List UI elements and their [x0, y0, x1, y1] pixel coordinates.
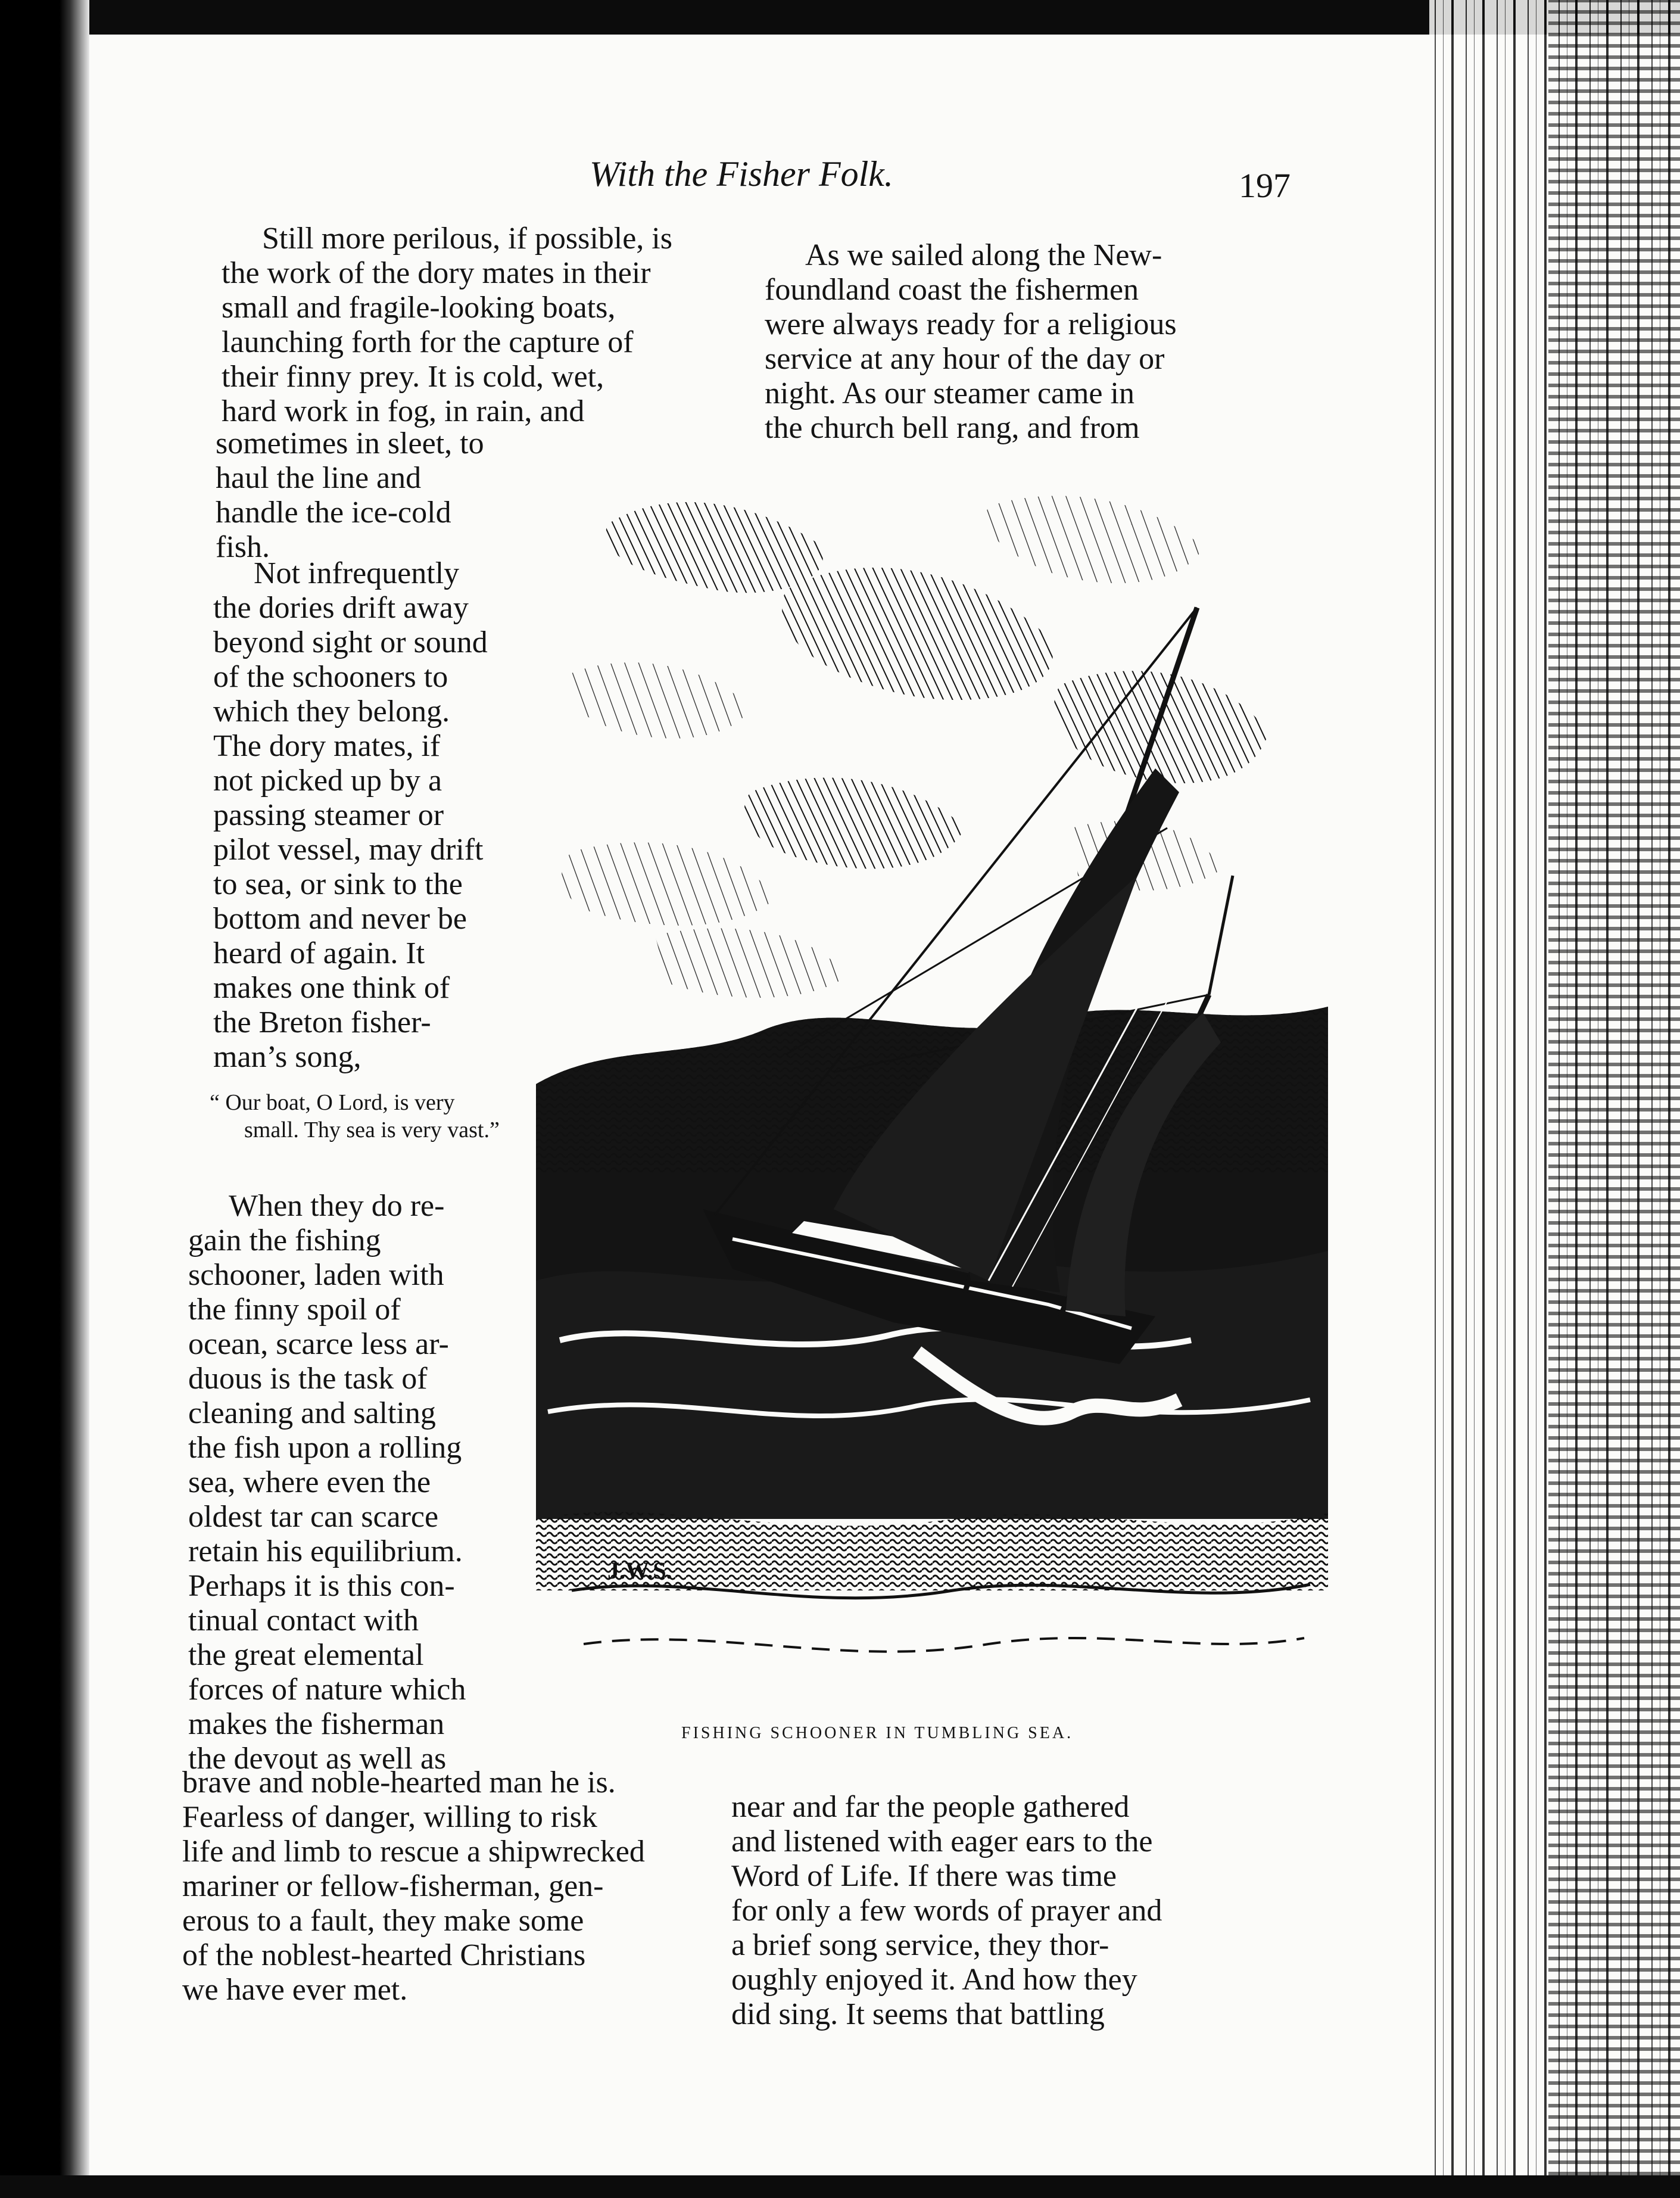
schooner-illustration	[536, 459, 1328, 1704]
artist-signature: J.W.S.	[607, 1557, 672, 1584]
paragraph-regain-schooner: When they do re- gain the fishing schooner, laden with the finny spoil of ocean, scarce less ar- duous is the task of cleaning and salting the fish upon a rolling sea, where even the oldest tar can scarce retain his equilibrium. Perhaps it is this con- tinual contact with the great elemental forces of nature which makes the fisherman the devout as well as	[188, 1189, 466, 1776]
book-spine-shadow	[0, 0, 89, 2198]
scan-edge-top	[0, 0, 1680, 35]
scan-edge-bottom	[0, 2175, 1680, 2198]
page-number: 197	[1239, 166, 1291, 205]
paragraph-people-gathered: near and far the people gathered and listened with eager ears to the Word of Life. If there was time for only a few words of prayer and a brief song service, they thor- oughly enjoyed it. And how they did sing. It seems that battling	[731, 1790, 1162, 2031]
quote-text: “ Our boat, O Lord, is very small. Thy sea is very vast.”	[210, 1090, 500, 1142]
paragraph-dory-mates-continued: sometimes in sleet, to haul the line and handle the ice-cold fish.	[216, 426, 484, 564]
page-stack-noise	[1548, 0, 1680, 2198]
paragraph-dory-mates: Still more perilous, if possible, is the work of the dory mates in their small and fragile-looking boats, launching forth for the capture of their finny prey. It is cold, wet, hard work in fog, in rain, and	[222, 222, 672, 428]
paragraph-regain-schooner-continued: brave and noble-hearted man he is. Fearless of danger, willing to risk life and limb to rescue a shipwrecked mariner or fellow-fisherman, gen- erous to a fault, they make some of the noblest-hearted Christians we have ever met.	[182, 1766, 645, 2007]
storm-clouds	[562, 496, 1268, 998]
running-title: With the Fisher Folk.	[590, 154, 893, 194]
figure-caption: FISHING SCHOONER IN TUMBLING SEA.	[681, 1724, 1074, 1742]
breton-song-quote	[210, 1089, 513, 1144]
paragraph-dories-drift: Not infrequently the dories drift away beyond sight or sound of the schooners to which they belong. The dory mates, if not picked up by a passing steamer or pilot vessel, may drift to sea, or sink to the bottom and never be heard of again. It makes one think of the Breton fisher- man’s song,	[213, 556, 488, 1074]
paragraph-newfoundland-coast: As we sailed along the New- foundland coast the fishermen were always ready for a religious service at any hour of the day or night. As our steamer came in the church bell rang, and from	[765, 238, 1177, 445]
